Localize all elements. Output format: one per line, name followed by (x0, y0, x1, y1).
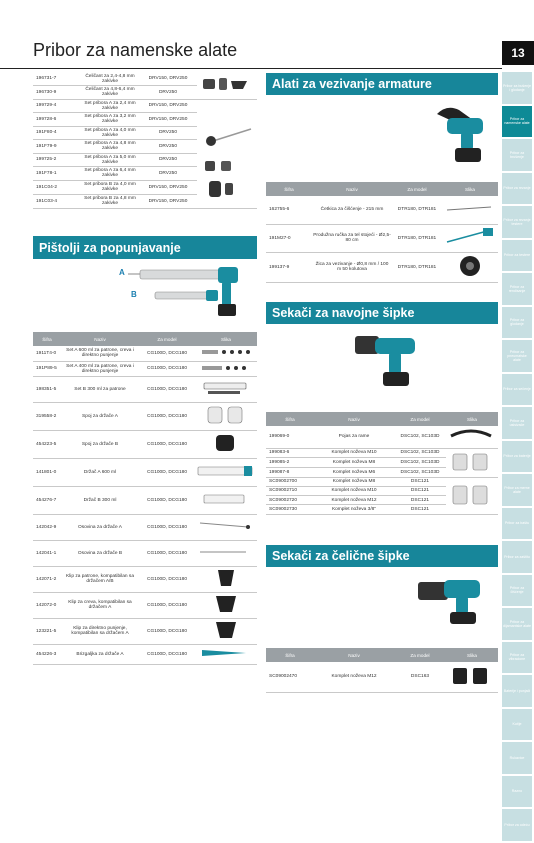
table-row (33, 458, 257, 486)
code-cell: SC09002730 (266, 505, 314, 514)
code-cell: 199069-0 (266, 426, 314, 448)
name-cell: Set A 400 ml za patrone, creva i direktno punjenje (61, 361, 139, 376)
name-cell: Set pribora A za 6,4 mm zakivke (81, 167, 139, 181)
product-image (195, 592, 257, 618)
product-image (195, 540, 257, 566)
header-model: Za model (139, 332, 195, 346)
table-row (33, 644, 257, 664)
name-cell: Set pribora A za 4,0 mm zakivke (81, 126, 139, 140)
code-cell: 162755-6 (266, 196, 312, 224)
header-name: Naziv (314, 648, 394, 662)
code-cell: 191P89-5 (33, 361, 61, 376)
header-image: Slika (446, 648, 498, 662)
name-cell: Brizgaljka za držače A (61, 644, 139, 664)
code-cell: 123221-5 (33, 618, 61, 644)
code-cell: 142072-0 (33, 592, 61, 618)
name-cell: Komplet noževa M12 (314, 496, 394, 505)
model-cell: CG100D, DCG180 (139, 430, 195, 458)
model-cell: DSC121 (394, 486, 446, 495)
model-cell: CG100D, DCG180 (139, 514, 195, 540)
side-tab[interactable]: Pribor za odeću (502, 809, 532, 841)
model-cell: DRV250 (139, 140, 197, 154)
name-cell: Set B 300 ml za patrone (61, 376, 139, 402)
name-cell: Set pribora B za 4,8 mm zakivke (81, 194, 139, 208)
header-code: Šifra (266, 182, 312, 196)
model-cell: CG100D, DCG180 (139, 402, 195, 430)
product-image (442, 224, 498, 252)
table-row (266, 224, 498, 252)
model-cell: DRV250 (139, 167, 197, 181)
name-cell: Produžna ručka za tel stojeći - Ø2,5-80 cm (312, 224, 392, 252)
code-cell: 454223-5 (33, 430, 61, 458)
name-cell: Komplet noževa M8 (314, 477, 394, 486)
model-cell: DRV150, DRV250 (139, 180, 197, 194)
name-cell: Držač A 600 ml (61, 458, 139, 486)
model-cell: DRV150, DRV250 (139, 113, 197, 127)
label-a: A (119, 268, 125, 277)
model-cell: CG100D, DCG180 (139, 644, 195, 664)
model-cell: DRV150, DRV250 (139, 72, 197, 86)
model-cell: CG100D, DCG180 (139, 361, 195, 376)
name-cell: Pojas za rame (314, 426, 394, 448)
side-tab[interactable]: Pribor za testere (502, 240, 532, 272)
side-tab[interactable]: Razno (502, 776, 532, 808)
table-row (266, 448, 498, 458)
code-cell: 191M27-0 (266, 224, 312, 252)
product-image (197, 99, 257, 208)
side-tab[interactable]: Pribor za rezanje (502, 173, 532, 205)
model-cell: CG100D, DCG180 (139, 486, 195, 514)
label-b: B (131, 290, 137, 299)
code-cell: 199728-6 (33, 113, 81, 127)
code-cell: 199085-2 (266, 458, 314, 468)
name-cell: Set pribora A za 5,0 mm zakivke (81, 153, 139, 167)
table-header (266, 182, 498, 196)
model-cell: CG100D, DCG180 (139, 376, 195, 402)
code-cell: 319558-2 (33, 402, 61, 430)
model-cell: DTR180, DTR181 (392, 196, 442, 224)
model-cell: DSC121 (394, 496, 446, 505)
product-image (195, 402, 257, 430)
product-image (446, 448, 498, 477)
code-cell: 196730-9 (33, 86, 81, 100)
header-image: Slika (442, 182, 498, 196)
side-tab[interactable]: Pribor za sečenje (502, 374, 532, 406)
name-cell: Komplet noževa M12 (314, 662, 394, 692)
table-row (33, 402, 257, 430)
name-cell: Spoj za držače A (61, 402, 139, 430)
product-image (195, 486, 257, 514)
code-cell: SC09002720 (266, 496, 314, 505)
code-cell: 454226-3 (33, 644, 61, 664)
table-row (33, 72, 257, 86)
model-cell: CG100D, DCG180 (139, 346, 195, 361)
side-tab[interactable]: Pribor za glodanje (502, 307, 532, 339)
code-cell: 191C03-4 (33, 194, 81, 208)
code-cell: 142071-2 (33, 566, 61, 592)
code-cell: 199087-8 (266, 467, 314, 477)
product-image (446, 477, 498, 514)
product-image (446, 662, 498, 692)
table-row (33, 514, 257, 540)
model-cell: DTR180, DTR181 (392, 252, 442, 282)
section-heading-rebar-tying: Alati za vezivanje armature (266, 73, 498, 95)
model-cell: DSC121 (394, 477, 446, 486)
header-code: Šifra (266, 648, 314, 662)
table-row (33, 566, 257, 592)
name-cell: Set pribora A za 3,2 mm zakivke (81, 113, 139, 127)
table-row (33, 486, 257, 514)
table-row (33, 376, 257, 402)
name-cell: Komplet noževa M8 (314, 458, 394, 468)
table-row (33, 346, 257, 361)
rod-cutter-accessories-table (266, 412, 498, 515)
product-image (446, 426, 498, 448)
section-heading-rebar-cutters: Sekači za čelične šipke (266, 545, 498, 567)
table-row (266, 662, 498, 692)
caulking-accessories-table (33, 332, 257, 665)
name-cell: Žica za vezivanje - Ø0,8 mm / 100 m 50 kolutova (312, 252, 392, 282)
code-cell: 191F79-9 (33, 140, 81, 154)
code-cell: 199725-2 (33, 153, 81, 167)
header-model: Za model (392, 182, 442, 196)
side-tab[interactable]: Pribor za rendisanje (502, 273, 532, 305)
table-row (33, 540, 257, 566)
product-image (195, 514, 257, 540)
name-cell: Čeličant za 2,4-4,8 mm zakivke (81, 72, 139, 86)
side-tab[interactable]: Pribor za usisivače (502, 407, 532, 439)
model-cell: DSC121 (394, 505, 446, 514)
model-cell: CG100D, DCG180 (139, 566, 195, 592)
table-row (33, 592, 257, 618)
code-cell: 199729-4 (33, 99, 81, 113)
code-cell: SC09002470 (266, 662, 314, 692)
rivet-sets-table (33, 72, 257, 209)
model-cell: DSC102, SC103D (394, 426, 446, 448)
page-number: 13 (502, 41, 534, 65)
rebar-cutter-accessories-table (266, 648, 498, 693)
rod-cutter-image (345, 328, 435, 398)
code-cell: 142042-9 (33, 514, 61, 540)
name-cell: Komplet noževa M10 (314, 448, 394, 458)
header-code: Šifra (266, 412, 314, 426)
rebar-cutter-image (412, 568, 500, 632)
product-image (442, 252, 498, 282)
name-cell: Set pribora A za 2,4 mm zakivke (81, 99, 139, 113)
name-cell: Osovina za držače A (61, 514, 139, 540)
model-cell: DRV250 (139, 153, 197, 167)
product-image (195, 618, 257, 644)
side-tab-active[interactable]: Pribor za namenske alate (502, 106, 532, 138)
code-cell: 191F80-4 (33, 126, 81, 140)
code-cell: 196731-7 (33, 72, 81, 86)
table-header (266, 648, 498, 662)
header-code: Šifra (33, 332, 61, 346)
side-tab[interactable]: Kutije (502, 709, 532, 741)
name-cell: Čeličant za 4,8-6,4 mm zakivke (81, 86, 139, 100)
side-tab[interactable]: Pribor za baterije (502, 441, 532, 473)
code-cell: 191C04-2 (33, 180, 81, 194)
header-image: Slika (446, 412, 498, 426)
rebar-accessories-table (266, 182, 498, 283)
model-cell: DTR180, DTR181 (392, 224, 442, 252)
table-row (266, 477, 498, 486)
code-cell: 141801-0 (33, 458, 61, 486)
name-cell: Klip za creva, kompatibilan sa držačem A (61, 592, 139, 618)
side-tab[interactable]: Pribor za zaštitu (502, 541, 532, 573)
code-cell: 199083-6 (266, 448, 314, 458)
table-row (33, 430, 257, 458)
table-row (33, 99, 257, 113)
model-cell: DRV150, DRV250 (139, 194, 197, 208)
side-tab[interactable]: Pribor za vibracione (502, 642, 532, 674)
side-tab[interactable]: Pribor za čišćenje (502, 575, 532, 607)
product-image (195, 361, 257, 376)
header-model: Za model (394, 412, 446, 426)
rebar-tool-image (425, 100, 505, 170)
name-cell: Osovina za držače B (61, 540, 139, 566)
section-heading-caulking-guns: Pištolji za popunjavanje (33, 236, 257, 259)
model-cell: CG100D, DCG180 (139, 592, 195, 618)
product-image (195, 346, 257, 361)
model-cell: DRV150, DRV250 (139, 99, 197, 113)
product-image (442, 196, 498, 224)
name-cell: Spoj za držače B (61, 430, 139, 458)
name-cell: Komplet noževa M10 (314, 486, 394, 495)
side-tab[interactable]: Pribor za merne alate (502, 474, 532, 506)
name-cell: Set A 600 ml za patrone, creva i direktno punjenje (61, 346, 139, 361)
header-model: Za model (394, 648, 446, 662)
model-cell: DSC102, SC103D (394, 448, 446, 458)
header-image: Slika (195, 332, 257, 346)
code-cell: 1911T4-0 (33, 346, 61, 361)
side-tab[interactable]: Pribor za brušenje (502, 139, 532, 171)
table-row (33, 361, 257, 376)
name-cell: Set pribora B za 4,0 mm zakivke (81, 180, 139, 194)
product-image (195, 430, 257, 458)
name-cell: Komplet noževa 3/8" (314, 505, 394, 514)
model-cell: CG100D, DCG180 (139, 458, 195, 486)
model-cell: DRV250 (139, 126, 197, 140)
table-header (266, 412, 498, 426)
side-tab[interactable]: Pribor za dijamantske alate (502, 608, 532, 640)
code-cell: 199137-9 (266, 252, 312, 282)
model-cell: DSC102, SC103D (394, 458, 446, 468)
name-cell: Držač B 300 ml (61, 486, 139, 514)
side-tab[interactable]: Rukavice (502, 742, 532, 774)
model-cell: DSC163 (394, 662, 446, 692)
side-tab[interactable]: Pribor za baštu (502, 508, 532, 540)
table-row (266, 252, 498, 282)
side-tab[interactable]: Baterije i punjači (502, 675, 532, 707)
side-tab[interactable]: Pribor za rezanje testere (502, 206, 532, 238)
code-cell: SC09002700 (266, 477, 314, 486)
table-row (33, 618, 257, 644)
header-name: Naziv (314, 412, 394, 426)
product-image (195, 376, 257, 402)
header-name: Naziv (312, 182, 392, 196)
model-cell: DRV250 (139, 86, 197, 100)
code-cell: 191F78-1 (33, 167, 81, 181)
side-tab[interactable]: Pribor za pneumatske alate (502, 340, 532, 372)
code-cell: 454276-7 (33, 486, 61, 514)
name-cell: Komplet noževa M6 (314, 467, 394, 477)
product-image (195, 458, 257, 486)
divider (0, 68, 502, 69)
product-image (197, 72, 257, 99)
name-cell: Četkica za čišćenje - 215 mm (312, 196, 392, 224)
table-row (266, 426, 498, 448)
name-cell: Set pribora A za 4,8 mm zakivke (81, 140, 139, 154)
product-image (195, 566, 257, 592)
side-tab[interactable]: Pribor za bušenje i glodanje (502, 72, 532, 104)
product-image (195, 644, 257, 664)
section-heading-threaded-rod-cutters: Sekači za navojne šipke (266, 302, 498, 324)
model-cell: CG100D, DCG180 (139, 540, 195, 566)
code-cell: 142041-1 (33, 540, 61, 566)
table-row (266, 196, 498, 224)
code-cell: 198351-5 (33, 376, 61, 402)
name-cell: Klip za direktno punjenje, kompatibilan sa držačem A (61, 618, 139, 644)
code-cell: SC09002710 (266, 486, 314, 495)
model-cell: DSC102, SC103D (394, 467, 446, 477)
table-header (33, 332, 257, 346)
side-tab-list (502, 72, 534, 843)
model-cell: CG100D, DCG180 (139, 618, 195, 644)
page-title: Pribor za namenske alate (33, 40, 238, 60)
header-name: Naziv (61, 332, 139, 346)
name-cell: Klip za patrone, kompatibilan sa držačem A/B (61, 566, 139, 592)
